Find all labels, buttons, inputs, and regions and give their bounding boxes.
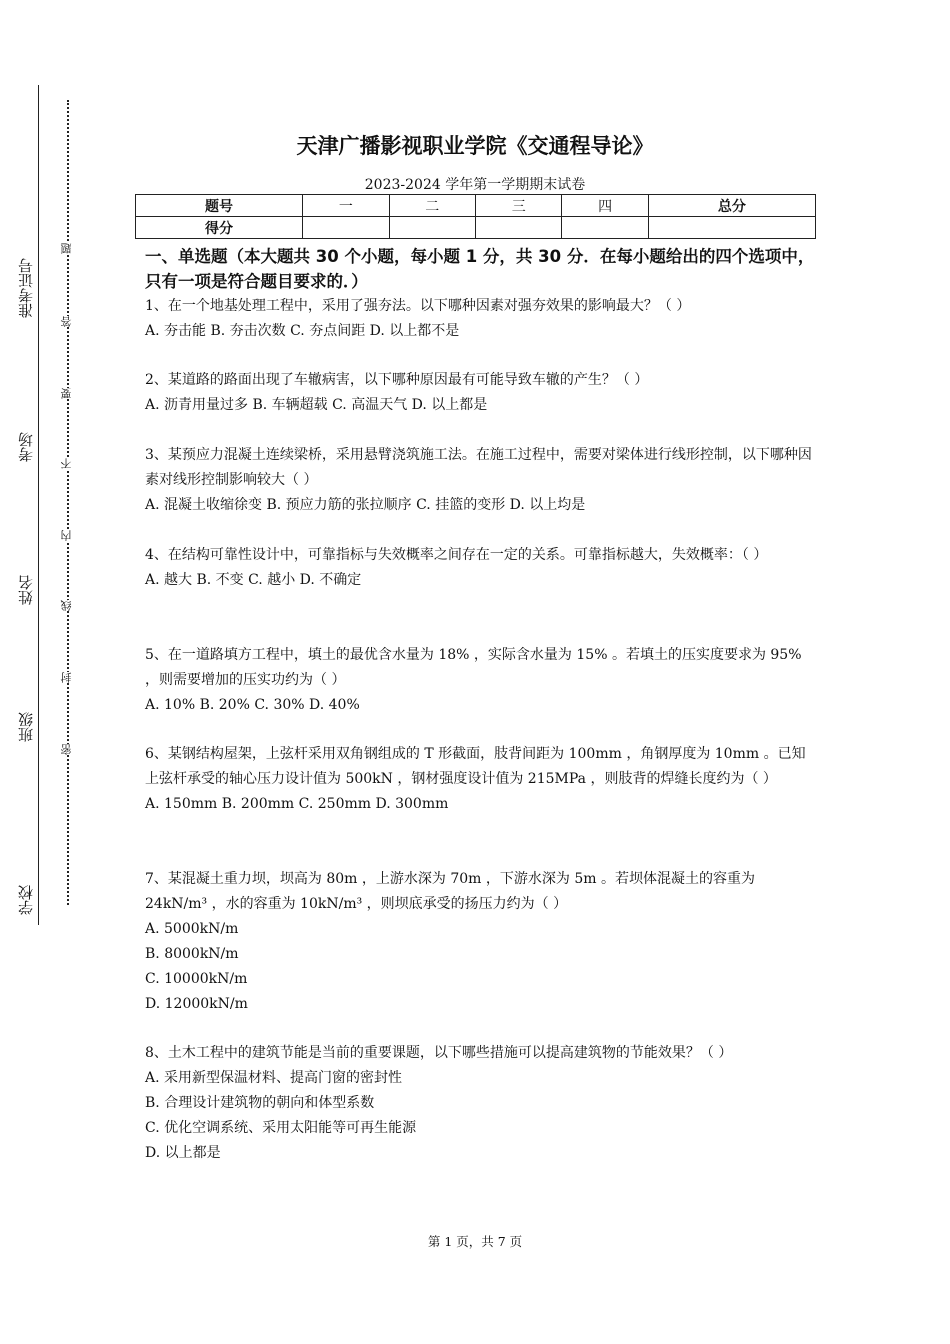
score-cell bbox=[303, 217, 389, 239]
name-label: 姓名 bbox=[17, 575, 35, 605]
seal-char: 线 bbox=[60, 600, 73, 611]
seal-char: 密 bbox=[60, 744, 73, 755]
question-stem: 1、在一个地基处理工程中，采用了强夯法。以下哪种因素对强夯效果的影响最大？（ ） bbox=[145, 298, 691, 314]
question-8 bbox=[145, 1041, 813, 1166]
score-cell bbox=[648, 217, 815, 239]
question-option-d: D. 12000kN/m bbox=[145, 996, 248, 1012]
exam-subtitle: 2023-2024 学年第一学期期末试卷 bbox=[364, 177, 586, 193]
question-option-c: C. 优化空调系统、采用太阳能等可再生能源 bbox=[145, 1120, 417, 1136]
question-7 bbox=[145, 867, 813, 1017]
question-stem: 6、某钢结构屋架，上弦杆采用双角钢组成的 T 形截面，肢背间距为 100mm ，角钢厚度为 10mm 。已知上弦杆承受的轴心压力设计值为 500kN ，钢材强度设计值为 215MPa ，则肢背的焊缝长度约为（ ） bbox=[145, 746, 806, 787]
binding-line bbox=[38, 85, 39, 925]
score-header-cell: 二 bbox=[389, 195, 475, 217]
question-option-c: C. 10000kN/m bbox=[145, 971, 248, 987]
seal-char: 内 bbox=[60, 530, 73, 541]
exam-title: 天津广播影视职业学院《交通程导论》 bbox=[296, 134, 654, 158]
question-option-d: D. 以上都是 bbox=[145, 1145, 221, 1161]
question-2 bbox=[145, 368, 813, 418]
seal-char: 要 bbox=[60, 388, 73, 399]
question-stem: 5、在一道路填方工程中，填土的最优含水量为 18% ，实际含水量为 15% 。若填土的压实度要求为 95% ，则需要增加的压实功约为（ ） bbox=[145, 647, 802, 688]
question-3 bbox=[145, 443, 813, 518]
score-table bbox=[135, 194, 816, 239]
score-table-header-row bbox=[136, 195, 816, 217]
question-options: A. 10% B. 20% C. 30% D. 40% bbox=[145, 697, 360, 713]
score-cell bbox=[475, 217, 561, 239]
question-stem: 4、在结构可靠性设计中，可靠指标与失效概率之间存在一定的关系。可靠指标越大，失效概率：（ ） bbox=[145, 547, 768, 563]
score-table-score-row bbox=[136, 217, 816, 239]
question-option-a: A. 采用新型保温材料、提高门窗的密封性 bbox=[145, 1070, 403, 1086]
question-stem: 8、土木工程中的建筑节能是当前的重要课题，以下哪些措施可以提高建筑物的节能效果？（ ） bbox=[145, 1045, 733, 1061]
school-label: 学校 bbox=[17, 885, 35, 915]
question-1 bbox=[145, 294, 813, 344]
score-header-cell: 一 bbox=[303, 195, 389, 217]
question-4 bbox=[145, 543, 813, 593]
seal-char: 封 bbox=[60, 672, 73, 683]
score-row-label: 得分 bbox=[136, 217, 303, 239]
score-cell bbox=[562, 217, 648, 239]
question-options: A. 150mm B. 200mm C. 250mm D. 300mm bbox=[145, 796, 449, 812]
question-option-b: B. 8000kN/m bbox=[145, 946, 239, 962]
class-label: 班级 bbox=[17, 712, 35, 742]
score-header-cell: 总分 bbox=[648, 195, 815, 217]
question-option-a: A. 5000kN/m bbox=[145, 921, 239, 937]
score-header-cell: 题号 bbox=[136, 195, 303, 217]
question-5 bbox=[145, 643, 813, 718]
score-cell bbox=[389, 217, 475, 239]
question-options: A. 夯击能 B. 夯击次数 C. 夯点间距 D. 以上都不是 bbox=[145, 323, 460, 339]
question-options: A. 越大 B. 不变 C. 越小 D. 不确定 bbox=[145, 572, 362, 588]
section-heading: 一、单选题（本大题共 30 个小题，每小题 1 分，共 30 分．在每小题给出的四个选项中，只有一项是符合题目要求的．） bbox=[145, 247, 815, 291]
question-option-b: B. 合理设计建筑物的朝向和体型系数 bbox=[145, 1095, 375, 1111]
seal-char: 答 bbox=[60, 316, 73, 327]
seal-dotted-line bbox=[67, 100, 69, 905]
page-number: 第 1 页，共 7 页 bbox=[427, 1234, 523, 1249]
question-stem: 7、某混凝土重力坝，坝高为 80m ，上游水深为 70m ，下游水深为 5m 。若坝体混凝土的容重为 24kN/m³ ，水的容重为 10kN/m³ ，则坝底承受的扬压力约为（ ） bbox=[145, 871, 755, 912]
score-header-cell: 四 bbox=[562, 195, 648, 217]
score-header-cell: 三 bbox=[475, 195, 561, 217]
exam-room-label: 考场 bbox=[17, 432, 35, 462]
question-options: A. 沥青用量过多 B. 车辆超载 C. 高温天气 D. 以上都是 bbox=[145, 397, 488, 413]
question-stem: 3、某预应力混凝土连续梁桥，采用悬臂浇筑施工法。在施工过程中，需要对梁体进行线形控制，以下哪种因素对线形控制影响较大（ ） bbox=[145, 447, 812, 488]
seal-char: 题 bbox=[60, 243, 73, 254]
question-stem: 2、某道路的路面出现了车辙病害，以下哪种原因最有可能导致车辙的产生？（ ） bbox=[145, 372, 649, 388]
question-6 bbox=[145, 742, 813, 817]
seal-char: 不 bbox=[60, 458, 73, 469]
question-options: A. 混凝土收缩徐变 B. 预应力筋的张拉顺序 C. 挂篮的变形 D. 以上均是 bbox=[145, 497, 586, 513]
admission-number-label: 准考证号 bbox=[17, 258, 35, 318]
